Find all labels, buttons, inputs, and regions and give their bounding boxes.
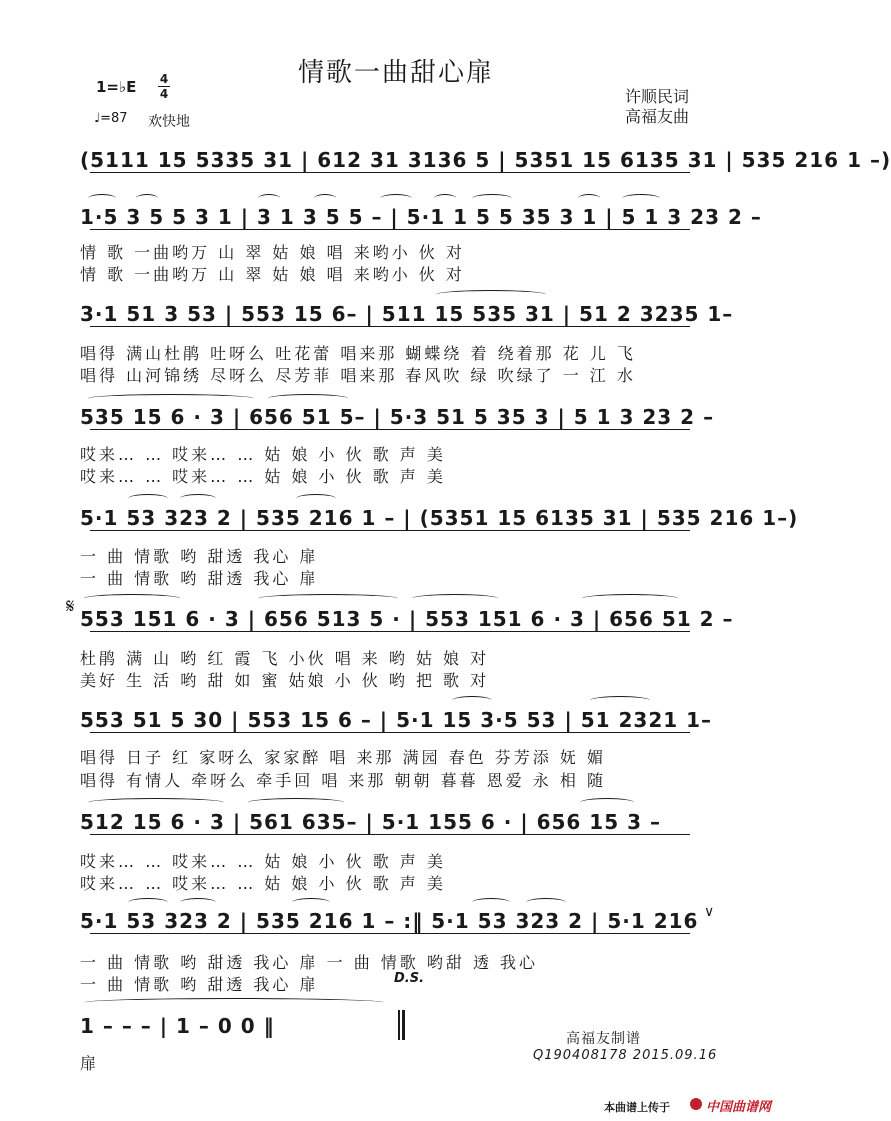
beam-line bbox=[90, 834, 690, 835]
lyrics-verse2-line-4: 一 曲 情歌 哟 甜透 我心 扉 bbox=[80, 569, 319, 588]
lyrics-verse2-line-1: 情 歌 一曲哟万 山 翠 姑 娘 唱 来哟小 伙 对 bbox=[80, 265, 465, 284]
slur-arc bbox=[590, 696, 650, 705]
meter-bottom: 4 bbox=[159, 87, 169, 101]
slur-arc bbox=[580, 798, 634, 807]
slur-arc bbox=[434, 194, 456, 203]
slur-arc bbox=[268, 394, 348, 403]
notation-line-4: 535 15 6 · 3 | 656 51 5– | 5·3 51 5 35 3 | 5 1 3 23 2 – bbox=[80, 405, 715, 429]
beam-line bbox=[90, 326, 690, 327]
slur-arc bbox=[136, 194, 158, 203]
segno-sign: 𝄋 bbox=[66, 594, 75, 618]
slur-arc bbox=[292, 898, 330, 907]
lyrics-verse1-line-2: 唱得 满山杜鹃 吐呀么 吐花蕾 唱来那 蝴蝶绕 着 绕着那 花 儿 飞 bbox=[80, 344, 636, 363]
site-brand: 中国曲谱网 bbox=[706, 1100, 772, 1115]
slur-arc bbox=[296, 494, 336, 503]
site-logo-icon bbox=[690, 1098, 702, 1110]
slur-arc bbox=[622, 194, 660, 203]
lyrics-verse1-line-8: 一 曲 情歌 哟 甜透 我心 扉 一 曲 情歌 哟甜 透 我心 bbox=[80, 953, 539, 972]
lyrics-verse1-line-4: 一 曲 情歌 哟 甜透 我心 扉 bbox=[80, 547, 319, 566]
beam-line bbox=[90, 933, 690, 934]
notation-line-3: 3·1 51 3 53 | 553 15 6– | 511 15 535 31 | 51 2 3235 1– bbox=[80, 302, 734, 326]
notation-line-5: 5·1 53 323 2 | 535 216 1 – | (5351 15 6135 31 | 535 216 1–) bbox=[80, 506, 799, 530]
slur-arc bbox=[582, 594, 678, 603]
slur-arc bbox=[84, 998, 384, 1007]
lyrics-verse2-line-3: 哎来… … 哎来… … 姑 娘 小 伙 歌 声 美 bbox=[80, 467, 446, 486]
lyrics-verse2-line-7: 哎来… … 哎来… … 姑 娘 小 伙 歌 声 美 bbox=[80, 874, 446, 893]
notation-line-2: 1·5 3 5 5 3 1 | 3 1 3 5 5 – | 5·1 1 5 5 35 3 1 | 5 1 3 23 2 – bbox=[80, 205, 762, 229]
lyrics-verse2-line-2: 唱得 山河锦绣 尽呀么 尽芳菲 唱来那 春风吹 绿 吹绿了 一 江 水 bbox=[80, 366, 636, 385]
lyrics-verse1-line-5: 杜鹃 满 山 哟 红 霞 飞 小伙 唱 来 哟 姑 娘 对 bbox=[80, 649, 490, 668]
slur-arc bbox=[88, 798, 224, 807]
maker-contact-date: Q190408178 2015.09.16 bbox=[533, 1048, 718, 1063]
slur-arc bbox=[314, 194, 336, 203]
slur-arc bbox=[412, 594, 498, 603]
slur-arc bbox=[258, 594, 398, 603]
beam-line bbox=[90, 732, 690, 733]
lyrics-verse2-line-6: 唱得 有情人 牵呀么 牵手回 唱 来那 朝朝 暮暮 恩爱 永 相 随 bbox=[80, 771, 606, 790]
lyricist-credit: 许顺民词 bbox=[625, 87, 690, 106]
final-barline-thick bbox=[402, 1010, 405, 1040]
notation-line-8: 512 15 6 · 3 | 561 635– | 5·1 155 6 · | 656 15 3 – bbox=[80, 810, 661, 834]
final-barline bbox=[398, 1010, 400, 1040]
slur-arc bbox=[84, 594, 180, 603]
slur-arc bbox=[88, 394, 254, 403]
lyrics-verse1-line-6: 唱得 日子 红 家呀么 家家醉 唱 来那 满园 春色 芬芳添 妩 媚 bbox=[80, 748, 606, 767]
lyrics-verse2-line-5: 美好 生 活 哟 甜 如 蜜 姑娘 小 伙 哟 把 歌 对 bbox=[80, 671, 490, 690]
slur-arc bbox=[578, 194, 600, 203]
beam-line bbox=[90, 429, 690, 430]
slur-arc bbox=[258, 194, 280, 203]
slur-arc bbox=[128, 898, 168, 907]
slur-arc bbox=[472, 194, 512, 203]
lyrics-verse1-line-9: 扉 bbox=[80, 1054, 100, 1073]
notation-line-10: 1 – – – | 1 – 0 0 ‖ bbox=[80, 1014, 275, 1038]
slur-arc bbox=[180, 898, 216, 907]
lyrics-verse1-line-7: 哎来… … 哎来… … 姑 娘 小 伙 歌 声 美 bbox=[80, 852, 446, 871]
notation-line-9: 5·1 53 323 2 | 535 216 1 – :‖ 5·1 53 323 2 | 5·1 216 bbox=[80, 909, 699, 933]
dal-segno-marking: D.S. bbox=[394, 971, 425, 986]
lyrics-verse2-line-8: 一 曲 情歌 哟 甜透 我心 扉 bbox=[80, 975, 319, 994]
notation-line-6: 553 151 6 · 3 | 656 513 5 · | 553 151 6 · 3 | 656 51 2 – bbox=[80, 607, 734, 631]
time-signature bbox=[158, 73, 170, 100]
meter-top: 4 bbox=[159, 72, 169, 86]
key-signature: 1=♭E bbox=[96, 78, 137, 96]
lyrics-verse1-line-3: 哎来… … 哎来… … 姑 娘 小 伙 歌 声 美 bbox=[80, 445, 446, 464]
slur-arc bbox=[472, 898, 510, 907]
slur-arc bbox=[128, 494, 168, 503]
mood-marking: 欢快地 bbox=[148, 114, 190, 130]
breath-mark: ∨ bbox=[704, 904, 715, 920]
beam-line bbox=[90, 530, 690, 531]
composer-credit: 高福友曲 bbox=[625, 107, 690, 126]
slur-arc bbox=[452, 696, 492, 705]
slur-arc bbox=[180, 494, 216, 503]
slur-arc bbox=[526, 898, 566, 907]
slur-arc bbox=[380, 194, 412, 203]
tempo-marking: ♩=87 bbox=[94, 111, 128, 126]
slur-arc bbox=[436, 290, 546, 299]
beam-line bbox=[90, 631, 690, 632]
upload-note: 本曲谱上传于 bbox=[604, 1101, 670, 1114]
slur-arc bbox=[248, 798, 344, 807]
page-title: 情歌一曲甜心扉 bbox=[297, 58, 494, 88]
beam-line bbox=[90, 229, 690, 230]
notation-line-7: 553 51 5 30 | 553 15 6 – | 5·1 15 3·5 53 | 51 2321 1– bbox=[80, 708, 713, 732]
lyrics-verse1-line-1: 情 歌 一曲哟万 山 翠 姑 娘 唱 来哟小 伙 对 bbox=[80, 243, 465, 262]
slur-arc bbox=[88, 194, 116, 203]
notation-line-1: (5111 15 5335 31 | 612 31 3136 5 | 5351 15 6135 31 | 535 216 1 –) bbox=[80, 148, 891, 172]
notation-maker: 高福友制谱 bbox=[566, 1031, 641, 1047]
beam-line bbox=[90, 172, 690, 173]
